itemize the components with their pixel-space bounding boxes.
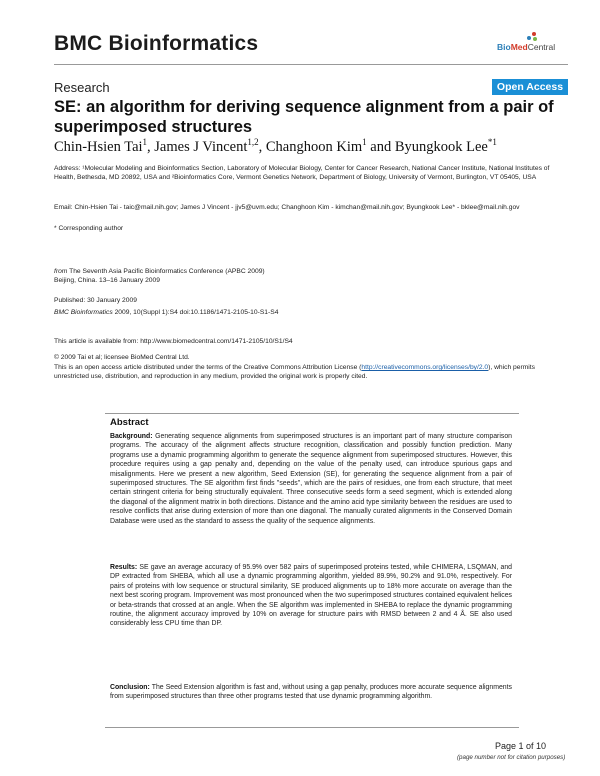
affiliation-address: Address: ¹Molecular Modeling and Bioinformatics Section, Laboratory of Molecular Biology, Center for Cancer Research, National Cancer Institute, National Institutes of Health, Bethesda, MD 20892, USA and ²Bioinformatics Core, Vermont Genetics Network, Department of Biology, University of Vermont, Burlington, VT 05405, USA	[54, 165, 550, 182]
abstract-heading: Abstract	[110, 417, 149, 428]
conference-place: Beijing, China. 13–16 January 2009	[54, 277, 160, 285]
author-name: Changhoon Kim	[265, 138, 363, 155]
author-affiliation: 1	[142, 137, 148, 147]
header-divider	[54, 64, 568, 65]
page-number-note: (page number not for citation purposes)	[457, 754, 566, 761]
abstract-conclusion	[110, 683, 512, 702]
author-separator: ,	[258, 138, 266, 155]
author-affiliation: 1	[362, 137, 367, 147]
conference-name: The Seventh Asia Pacific Bioinformatics Conference (APBC 2009)	[69, 268, 265, 275]
license-text	[54, 363, 568, 381]
corresponding-author-note: * Corresponding author	[54, 225, 124, 232]
author-emails: Email: Chin-Hsien Tai - taic@mail.nih.gov; James J Vincent - jjv5@uvm.edu; Changhoon Kim - kimchan@mail.nih.gov; Byungkook Lee* - bklee@mail.nih.gov	[54, 204, 520, 211]
biomed-central-logo	[497, 32, 567, 54]
author-affiliation: *1	[487, 137, 497, 147]
page-number: Page 1 of 10	[495, 741, 547, 751]
author-name: Chin-Hsien Tai	[54, 138, 143, 155]
author-list	[54, 137, 568, 156]
abstract-results	[110, 563, 512, 629]
citation-journal: BMC Bioinformatics	[54, 309, 113, 316]
author-name: James J Vincent	[154, 138, 248, 155]
abstract-background	[110, 432, 512, 526]
open-access-badge: Open Access	[492, 79, 568, 95]
author-name: Byungkook Lee	[394, 138, 488, 155]
author-separator: ,	[147, 138, 155, 155]
logo-dots-icon	[527, 32, 537, 40]
logo-central: Central	[527, 42, 556, 52]
conference-info	[54, 267, 568, 285]
article-type: Research	[54, 80, 110, 95]
license-suffix: ), which permits unrestricted use, distribution, and reproduction in any medium, provided the original work is properly cited.	[54, 364, 535, 381]
journal-title: BMC Bioinformatics	[54, 32, 259, 55]
copyright-line: © 2009 Tai et al; licensee BioMed Central Ltd.	[54, 354, 190, 361]
from-prefix: from	[54, 268, 68, 275]
results-label: Results:	[110, 564, 138, 571]
article-url[interactable]: This article is available from: http://www.biomedcentral.com/1471-2105/10/S1/S4	[54, 338, 293, 345]
author-separator: and	[366, 138, 395, 155]
author-affiliation: 1,2	[247, 137, 259, 147]
citation	[54, 308, 568, 317]
published-date: Published: 30 January 2009	[54, 297, 137, 304]
background-text: Generating sequence alignments from superimposed structures is an important part of many structure comparison programs. The accuracy of the alignment affects structure recognition, classification and possibly function prediction. Many programs use a dynamic programming algorithm to generate the sequence alignment from superimposed structures. However, this procedure requires using a gap penalty and, depending on the value of the penalty used, can introduce spurious gaps and misalignments. Here we present a new algorithm, Seed Extension (SE), for generating the sequence alignment from a pair of superimposed structures. The SE algorithm first finds "seeds", which are the pairs of residues, one from each structure, that meet certain stringent criteria for being structurally equivalent. Three consecutive seeds form a seed segment, which is extended along the diagonal of the alignment matrix in both directions. Distance and the amino acid type similarity between the residues are used to resolve conflicts that arise during extension of more than one diagonal. The manually curated alignments in the Conserved Domain Database were used as the standard to assess the quality of the sequence alignments.	[110, 433, 512, 525]
conclusion-text: The Seed Extension algorithm is fast and, without using a gap penalty, produces more accurate sequence alignments from superimposed structures than three other programs tested that use dynamic programming algorithm.	[110, 684, 512, 701]
results-text: SE gave an average accuracy of 95.9% over 582 pairs of superimposed proteins tested, while CHIMERA, LSQMAN, and DP extracted from SHEBA, which all use a dynamic programming algorithm, yielded 89.9%, 90.2% and 91.0%, respectively. For pairs of proteins with low sequence or structural similarity, SE produced alignments up to 18% more accurate on average than the next best scoring program. Improvement was most pronounced when the two superimposed structures contained equivalent helices or beta-strands that crossed at an angle. When the SE algorithm was implemented in SHEBA to replace the dynamic programming routine, the alignment accuracy improved by 10% on average for structure pairs with RMSD between 2 and 4 Å. SE also used considerably less CPU time than DP.	[110, 564, 512, 628]
license-link[interactable]: http://creativecommons.org/licenses/by/2.0	[361, 364, 489, 371]
background-label: Background:	[110, 433, 153, 440]
logo-med: Med	[510, 42, 528, 52]
conclusion-label: Conclusion:	[110, 684, 150, 691]
logo-bio: Bio	[497, 42, 511, 52]
citation-details: 2009, 10(Suppl 1):S4 doi:10.1186/1471-2105-10-S1-S4	[114, 309, 279, 316]
license-prefix: This is an open access article distributed under the terms of the Creative Commons Attribution License (	[54, 364, 362, 371]
article-title: SE: an algorithm for deriving sequence alignment from a pair of superimposed structures	[54, 98, 554, 136]
